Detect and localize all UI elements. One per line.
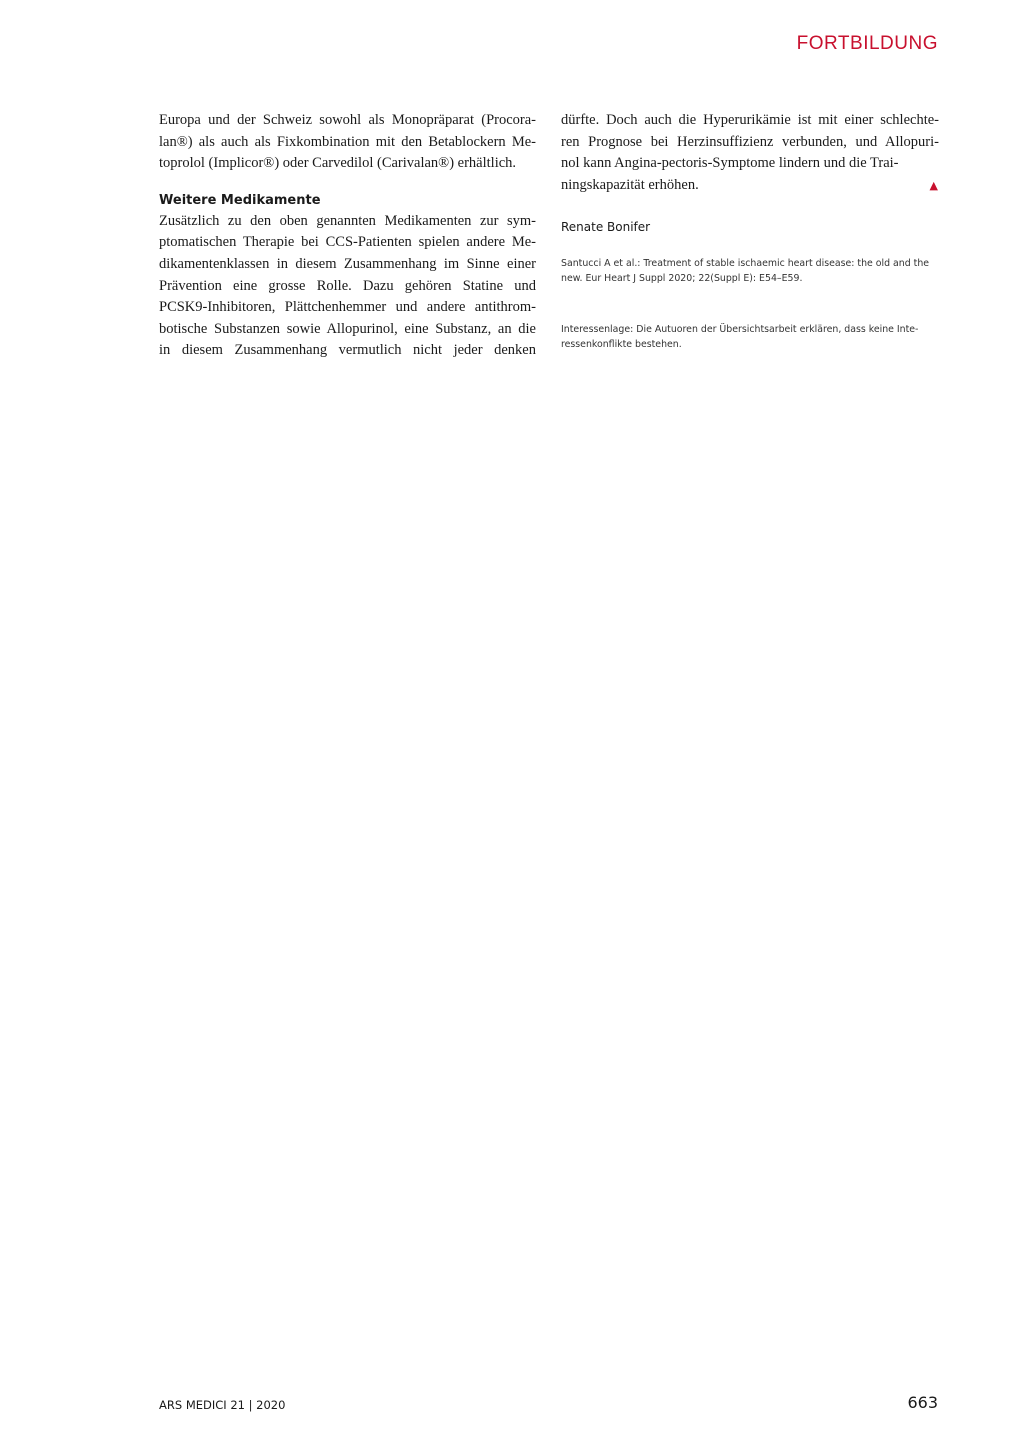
- text-line: lan®) als auch als Fixkombination mit den Betablockern Me-: [159, 133, 536, 150]
- text-line: PCSK9-Inhibitoren, Plättchenhemmer und andere antithrom-: [159, 299, 536, 316]
- text-line: botische Substanzen sowie Allopurinol, eine Substanz, an die: [159, 320, 536, 337]
- left-column: [159, 110, 536, 362]
- text-line: ningskapazität erhöhen.: [561, 176, 699, 193]
- intro-paragraph: [159, 110, 536, 175]
- text-line: dürfte. Doch auch die Hyperurikämie ist mit einer schlechte-: [561, 112, 939, 128]
- text-line: nol kann Angina-pectoris-Symptome lindern und die Trai-: [561, 155, 899, 172]
- text-line: Interessenlage: Die Autuoren der Übersichtsarbeit erklären, dass keine Inte-: [561, 324, 919, 336]
- section-title: FORTBILDUNG: [796, 33, 938, 54]
- body-paragraph: [159, 211, 536, 362]
- text-line: dikamentenklassen in diesem Zusammenhang im Sinne einer: [159, 255, 536, 272]
- text-line: in diesem Zusammenhang vermutlich nicht jeder denken: [159, 342, 536, 359]
- text-line: ptomatischen Therapie bei CCS-Patienten spielen andere Me-: [159, 234, 536, 251]
- reference-citation: Santucci A et al.: Treatment of stable ischaemic heart disease: the old and the new. Eur Heart J Suppl 2020; 22(Suppl E): E54–E59.: [561, 258, 930, 285]
- interest-statement: [561, 322, 939, 352]
- text-line: Zusätzlich zu den oben genannten Medikamenten zur sym-: [159, 212, 536, 229]
- continuation-paragraph: [561, 110, 939, 175]
- journal-issue: ARS MEDICI 21 | 2020: [159, 1398, 286, 1412]
- right-column: [561, 110, 939, 352]
- final-line: [561, 175, 939, 197]
- text-line: toprolol (Implicor®) oder Carvedilol (Carivalan®) erhältlich.: [159, 155, 517, 172]
- text-line: Prävention eine grosse Rolle. Dazu gehören Statine und: [159, 277, 536, 294]
- page-number: 663: [907, 1393, 938, 1412]
- author-name: Renate Bonifer: [561, 220, 651, 235]
- text-line: ressenkonflikte bestehen.: [561, 339, 682, 351]
- end-triangle-icon: ▲: [929, 178, 938, 192]
- text-line: Europa und der Schweiz sowohl als Monopräparat (Procora-: [159, 112, 536, 128]
- subheading: Weitere Medikamente: [159, 192, 321, 208]
- text-line: ren Prognose bei Herzinsuffizienz verbunden, und Allopuri-: [561, 133, 939, 150]
